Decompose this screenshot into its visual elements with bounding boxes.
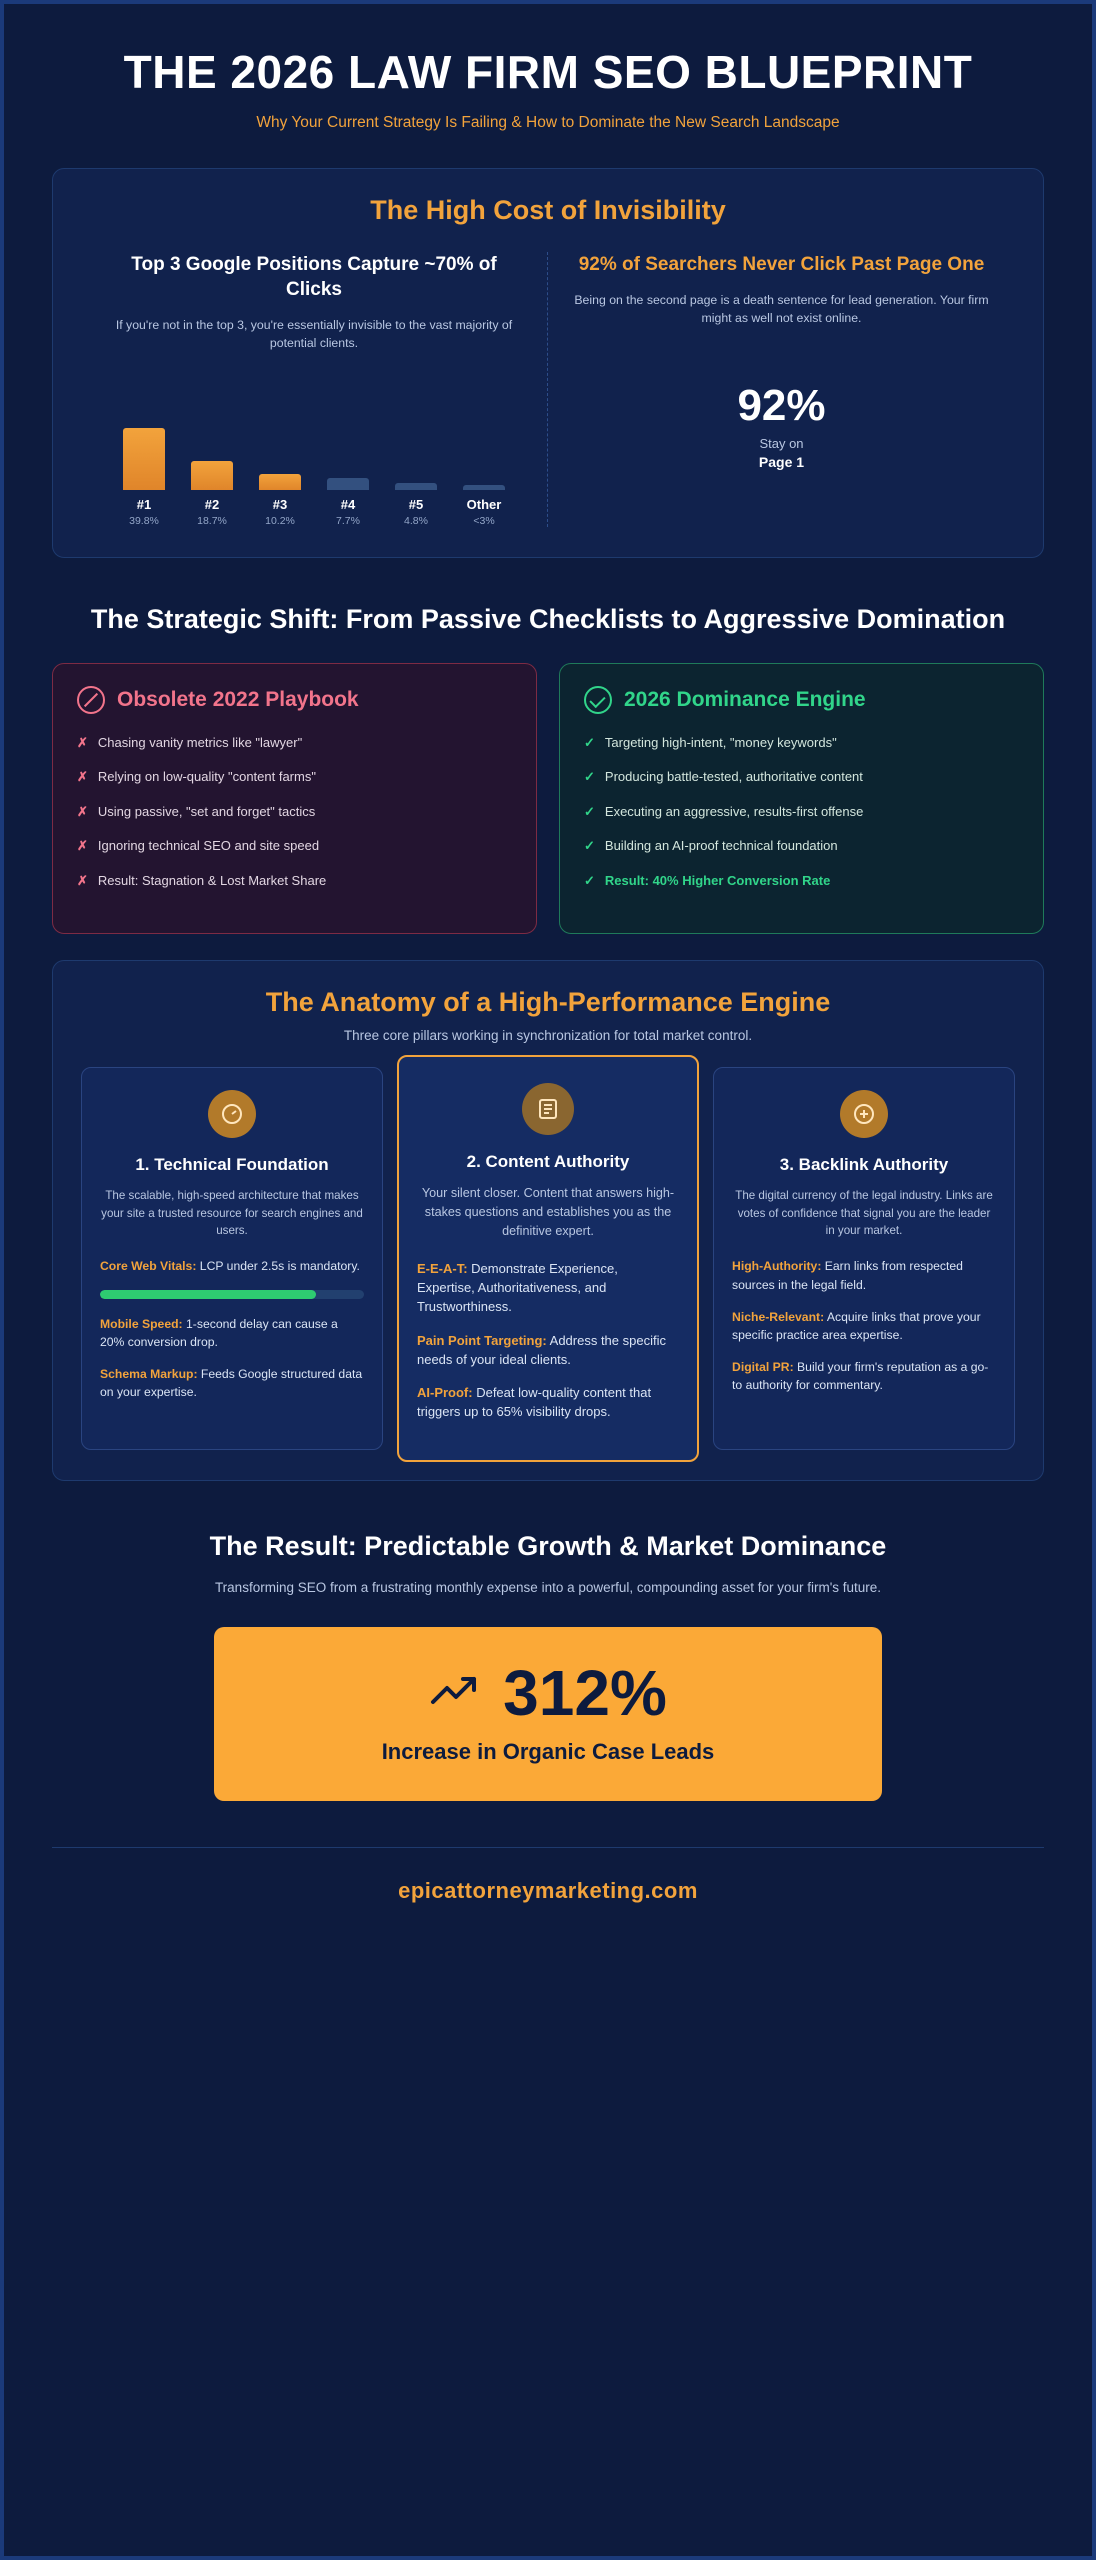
point-text: Demonstrate Experience, Expertise, Authoritativeness, and Trustworthiness. xyxy=(416,1260,618,1315)
list-item-label: Producing battle-tested, authoritative content xyxy=(604,769,863,785)
ctr-heading: Top 3 Google Positions Capture ~70% of Clicks xyxy=(131,253,497,300)
footer xyxy=(52,1847,1044,1938)
check-icon: ✓ xyxy=(584,838,595,854)
bar-label-5: #5 xyxy=(408,496,424,512)
check-icon: ✓ xyxy=(584,872,595,888)
list-item xyxy=(584,768,1019,786)
list-item xyxy=(77,872,512,890)
list-item xyxy=(77,768,512,786)
cost-grid xyxy=(81,252,1015,527)
page-subtitle: Why Your Current Strategy Is Failing & How to Dominate the New Search Landscape xyxy=(256,113,840,131)
shift-columns xyxy=(52,663,1044,934)
progress-fill xyxy=(100,1290,316,1299)
cost-column-right xyxy=(548,252,1015,527)
core-web-vitals-progress xyxy=(100,1290,364,1299)
check-circle-icon xyxy=(584,686,612,714)
bar-label-4: #4 xyxy=(340,496,356,512)
pillar-title: 3. Backlink Authority xyxy=(779,1154,949,1174)
pillar-points xyxy=(417,1259,679,1422)
list-item xyxy=(584,803,1019,821)
pillar-point xyxy=(732,1358,996,1394)
speed-gauge-icon xyxy=(208,1090,256,1138)
obsolete-playbook-card xyxy=(52,663,537,934)
result-row xyxy=(234,1656,862,1729)
bar-group xyxy=(191,461,233,527)
obsolete-playbook-header xyxy=(77,686,512,714)
list-item-label: Building an AI-proof technical foundation xyxy=(604,838,838,854)
point-text: LCP under 2.5s is mandatory. xyxy=(196,1259,360,1274)
result-caption: Increase in Organic Case Leads xyxy=(381,1738,715,1764)
ban-icon xyxy=(77,686,105,714)
point-label: Niche-Relevant: xyxy=(732,1309,825,1324)
x-icon: ✗ xyxy=(77,734,88,750)
pillars-row xyxy=(81,1067,1015,1450)
check-icon: ✓ xyxy=(584,734,595,750)
result-subtitle: Transforming SEO from a frustrating monthly expense into a powerful, compounding asset for your firm's future. xyxy=(214,1579,882,1595)
bar-label-6: Other xyxy=(466,496,502,512)
point-label: Pain Point Targeting: xyxy=(416,1332,547,1348)
result-heading: The Result: Predictable Growth & Market Dominance xyxy=(209,1530,887,1561)
page-one-description: Being on the second page is a death sentence for lead generation. Your firm might as well not exist online. xyxy=(574,292,989,326)
anatomy-title: The Anatomy of a High-Performance Engine xyxy=(265,986,831,1017)
bar-4 xyxy=(327,478,369,490)
list-item xyxy=(77,803,512,821)
list-item-label: Using passive, "set and forget" tactics xyxy=(97,803,316,819)
check-icon: ✓ xyxy=(584,803,595,819)
footer-url[interactable]: epicattorneymarketing.com xyxy=(398,1877,698,1903)
bar-label-1: #1 xyxy=(136,496,152,512)
point-text: Defeat low-quality content that triggers up to 65% visibility drops. xyxy=(416,1385,652,1420)
cost-column-left xyxy=(81,252,548,527)
pillar-description: The scalable, high-speed architecture that makes your site a trusted resource for search engines and users. xyxy=(101,1189,363,1238)
point-label: Digital PR: xyxy=(732,1359,794,1374)
stat-line-2: Page 1 xyxy=(758,453,805,470)
list-item-label: Relying on low-quality "content farms" xyxy=(97,769,316,785)
point-text: Feeds Google structured data on your expertise. xyxy=(100,1366,363,1399)
x-icon: ✗ xyxy=(77,838,88,854)
list-item xyxy=(584,872,1019,890)
bar-group xyxy=(123,428,165,527)
result-highlight-box xyxy=(214,1627,882,1801)
check-icon: ✓ xyxy=(584,769,595,785)
point-text: Acquire links that prove your specific practice area expertise. xyxy=(732,1309,981,1342)
bar-5 xyxy=(395,483,437,490)
bar-value-1: 39.8% xyxy=(129,514,159,527)
page-one-heading: 92% of Searchers Never Click Past Page One xyxy=(578,253,985,275)
pillar-point xyxy=(100,1365,364,1401)
pillar-points xyxy=(732,1257,996,1393)
pillar-title: 2. Content Authority xyxy=(466,1151,630,1171)
point-text: Earn links from respected sources in the legal field. xyxy=(732,1259,963,1292)
point-label: Core Web Vitals: xyxy=(100,1259,197,1274)
list-item-label: Executing an aggressive, results-first offense xyxy=(604,803,864,819)
ctr-bar-chart xyxy=(105,431,523,527)
trend-up-icon xyxy=(429,1668,481,1717)
bar-group xyxy=(395,483,437,527)
list-item xyxy=(584,837,1019,855)
plus-circle-icon xyxy=(840,1090,888,1138)
bar-value-4: 7.7% xyxy=(336,514,360,527)
pillar-point xyxy=(100,1315,364,1351)
obsolete-playbook-list xyxy=(77,734,512,890)
bar-3 xyxy=(259,474,301,490)
pillar-point xyxy=(100,1257,364,1275)
bar-value-6: <3% xyxy=(473,514,495,527)
pillar-backlink-authority xyxy=(713,1067,1015,1450)
result-number: 312% xyxy=(503,1656,667,1729)
list-item-label: Targeting high-intent, "money keywords" xyxy=(604,734,837,750)
bar-2 xyxy=(191,461,233,490)
pillar-point xyxy=(732,1257,996,1293)
point-label: AI-Proof: xyxy=(416,1385,473,1401)
stat-line-1: Stay on xyxy=(759,435,804,451)
x-icon: ✗ xyxy=(77,803,88,819)
ctr-description: If you're not in the top 3, you're essentially invisible to the vast majority of potential clients. xyxy=(115,317,513,351)
pillar-description: Your silent closer. Content that answers high-stakes questions and establishes you as the definitive expert. xyxy=(421,1186,675,1239)
strategic-shift-heading: The Strategic Shift: From Passive Checklists to Aggressive Domination xyxy=(90,603,1006,634)
cost-of-invisibility-panel xyxy=(52,168,1044,558)
point-label: Schema Markup: xyxy=(100,1366,198,1381)
pillar-point xyxy=(417,1331,679,1369)
pillar-points xyxy=(100,1257,364,1400)
point-label: E-E-A-T: xyxy=(416,1260,468,1276)
list-item-label: Ignoring technical SEO and site speed xyxy=(97,838,320,854)
cost-panel-title: The High Cost of Invisibility xyxy=(370,194,726,225)
pillar-description: The digital currency of the legal industry. Links are votes of confidence that signal you are the leader in your market. xyxy=(735,1189,993,1238)
obsolete-playbook-title: Obsolete 2022 Playbook xyxy=(117,688,359,712)
dominance-engine-title: 2026 Dominance Engine xyxy=(624,688,866,712)
list-item-label: Result: 40% Higher Conversion Rate xyxy=(604,872,831,888)
bar-label-2: #2 xyxy=(204,496,220,512)
page-one-stat xyxy=(572,380,991,470)
anatomy-subtitle: Three core pillars working in synchronization for total market control. xyxy=(343,1027,753,1043)
anatomy-panel xyxy=(52,960,1044,1481)
bar-1 xyxy=(123,428,165,490)
bar-group xyxy=(463,485,505,527)
bar-value-5: 4.8% xyxy=(404,514,428,527)
point-text: Build your firm's reputation as a go-to authority for commentary. xyxy=(732,1359,989,1392)
point-text: 1-second delay can cause a 20% conversion drop. xyxy=(100,1316,338,1349)
list-item-label: Chasing vanity metrics like "lawyer" xyxy=(97,734,303,750)
bar-value-3: 10.2% xyxy=(265,514,295,527)
point-text: Address the specific needs of your ideal clients. xyxy=(416,1332,666,1367)
bar-value-2: 18.7% xyxy=(197,514,227,527)
pillar-technical-foundation xyxy=(81,1067,383,1450)
pillar-point xyxy=(417,1383,679,1421)
bar-6 xyxy=(463,485,505,490)
pillar-content-authority xyxy=(397,1055,699,1462)
hero-section xyxy=(52,30,1044,142)
dominance-engine-card xyxy=(559,663,1044,934)
point-label: Mobile Speed: xyxy=(100,1316,183,1331)
x-icon: ✗ xyxy=(77,872,88,888)
list-item xyxy=(584,734,1019,752)
dominance-engine-list xyxy=(584,734,1019,890)
bar-group xyxy=(259,474,301,527)
x-icon: ✗ xyxy=(77,769,88,785)
dominance-engine-header xyxy=(584,686,1019,714)
page-title: THE 2026 LAW FIRM SEO BLUEPRINT xyxy=(123,46,973,98)
bar-label-3: #3 xyxy=(272,496,288,512)
pillar-title: 1. Technical Foundation xyxy=(135,1154,329,1174)
bar-group xyxy=(327,478,369,527)
list-item-label: Result: Stagnation & Lost Market Share xyxy=(97,872,327,888)
list-item xyxy=(77,734,512,752)
list-item xyxy=(77,837,512,855)
document-lines-icon xyxy=(522,1083,574,1135)
stat-number: 92% xyxy=(737,380,826,430)
pillar-point xyxy=(732,1308,996,1344)
point-label: High-Authority: xyxy=(732,1259,822,1274)
pillar-point xyxy=(417,1259,679,1317)
